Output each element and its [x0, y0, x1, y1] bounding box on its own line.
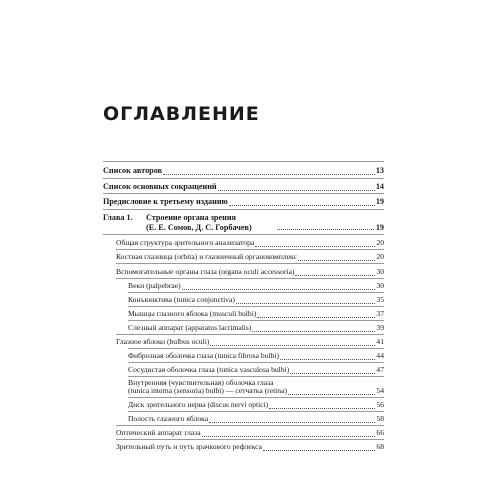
leader-dots — [202, 430, 376, 437]
toc-entry — [128, 414, 384, 423]
toc-entry — [128, 351, 384, 360]
entry-label: Вспомогательные органы глаза (organa oculi accessoria) — [116, 267, 295, 276]
entry-page: 56 — [376, 400, 384, 409]
leader-dots — [163, 168, 375, 175]
entry-label: (tunica interna (sensoria) bulbi) — сетчатка (retina) — [128, 386, 287, 395]
divider — [128, 348, 384, 349]
leader-dots — [182, 283, 376, 290]
leader-dots — [280, 353, 375, 360]
entry-label: Оптический аппарат глаза — [116, 428, 201, 437]
divider — [103, 178, 384, 179]
divider — [103, 234, 384, 235]
divider — [128, 306, 384, 307]
entry-label: Список основных сокращений — [103, 182, 217, 191]
entry-page: 20 — [376, 238, 384, 247]
entry-label: Костная глазница (orbita) и глазничный органокомплекс — [116, 252, 297, 261]
toc-entry — [116, 238, 384, 247]
entry-label: Зрительный путь и путь зрачкового рефлекса — [116, 442, 262, 451]
toc-front-entry — [103, 197, 384, 206]
entry-label-line1: Внутренняя (чувствительная) оболочка глаза — [128, 378, 274, 387]
entry-label: Мышцы глазного яблока (musculi bulbi) — [128, 309, 257, 318]
leader-dots — [257, 311, 375, 318]
leader-dots — [236, 297, 376, 304]
leader-dots — [209, 416, 375, 423]
entry-page: 58 — [376, 414, 384, 423]
entry-label: Фиброзная оболочка глаза (tunica fibrosa bulbi) — [128, 351, 280, 360]
toc-entry — [128, 281, 384, 290]
divider — [116, 439, 384, 440]
leader-dots — [295, 269, 375, 276]
toc-entry — [128, 309, 384, 318]
leader-dots — [288, 388, 375, 395]
entry-page: 35 — [376, 295, 384, 304]
toc-entry — [116, 428, 384, 437]
divider — [116, 334, 384, 335]
entry-page: 19 — [375, 197, 384, 206]
entry-page: 14 — [375, 182, 384, 191]
divider — [116, 425, 384, 426]
toc-entry — [116, 442, 384, 451]
toc-entry — [116, 267, 384, 276]
entry-label: Общая структура зрительного анализатора — [116, 238, 255, 247]
divider — [116, 278, 384, 279]
divider — [128, 376, 384, 377]
toc-front-entry — [103, 182, 384, 191]
leader-dots — [269, 402, 375, 409]
leader-dots — [290, 367, 375, 374]
entry-page: 41 — [376, 337, 384, 346]
page-title: ОГЛАВЛЕНИЕ — [103, 103, 260, 125]
divider — [128, 411, 384, 412]
entry-label: Глазное яблоко (bulbus oculi) — [116, 337, 210, 346]
entry-label: Список авторов — [103, 166, 163, 175]
leader-dots — [263, 444, 375, 451]
toc-front-entry — [103, 166, 384, 175]
toc-entry — [128, 365, 384, 374]
entry-page: 13 — [375, 166, 384, 175]
leader-dots — [252, 325, 375, 332]
leader-dots — [229, 199, 375, 206]
entry-label: Слезный аппарат (apparatus lacrimalis) — [128, 323, 252, 332]
leader-dots — [277, 229, 374, 230]
divider — [128, 292, 384, 293]
entry-label: Сосудистая оболочка глаза (tunica vasculosa bulbi) — [128, 365, 290, 374]
toc-entry — [116, 252, 384, 261]
entry-page: 44 — [376, 351, 384, 360]
entry-page: 30 — [376, 281, 384, 290]
toc-entry — [128, 323, 384, 332]
divider — [128, 320, 384, 321]
leader-dots — [255, 240, 375, 247]
entry-page: 19 — [375, 223, 384, 232]
chapter-authors: (Е. Е. Сомов, Д. С. Горбачев) — [146, 223, 252, 232]
entry-page: 66 — [376, 428, 384, 437]
toc-entry — [128, 400, 384, 409]
divider — [116, 263, 384, 264]
leader-dots — [210, 339, 375, 346]
toc-entry — [116, 337, 384, 346]
entry-page: 37 — [376, 309, 384, 318]
entry-page: 54 — [376, 386, 384, 395]
divider — [116, 249, 384, 250]
entry-label: Веки (palpebrae) — [128, 281, 181, 290]
entry-label: Предисловие к третьему изданию — [103, 197, 228, 206]
entry-page: 20 — [376, 252, 384, 261]
entry-label: Полость глазного яблока — [128, 414, 209, 423]
divider — [103, 209, 384, 210]
entry-page: 47 — [376, 365, 384, 374]
toc-entry — [128, 295, 384, 304]
entry-page: 30 — [376, 267, 384, 276]
entry-page: 39 — [376, 323, 384, 332]
divider — [103, 193, 384, 194]
divider — [128, 397, 384, 398]
entry-label: Конъюнктива (tunica conjunctiva) — [128, 295, 235, 304]
entry-page: 68 — [376, 442, 384, 451]
entry-label: Диск зрительного нерва (discus nervi optici) — [128, 400, 269, 409]
chapter-title: Строение органа зрения — [146, 213, 236, 222]
divider — [103, 161, 384, 162]
chapter-number: Глава 1. — [103, 213, 133, 222]
leader-dots — [298, 254, 375, 261]
toc-entry — [128, 386, 384, 395]
leader-dots — [218, 184, 375, 191]
divider — [128, 362, 384, 363]
